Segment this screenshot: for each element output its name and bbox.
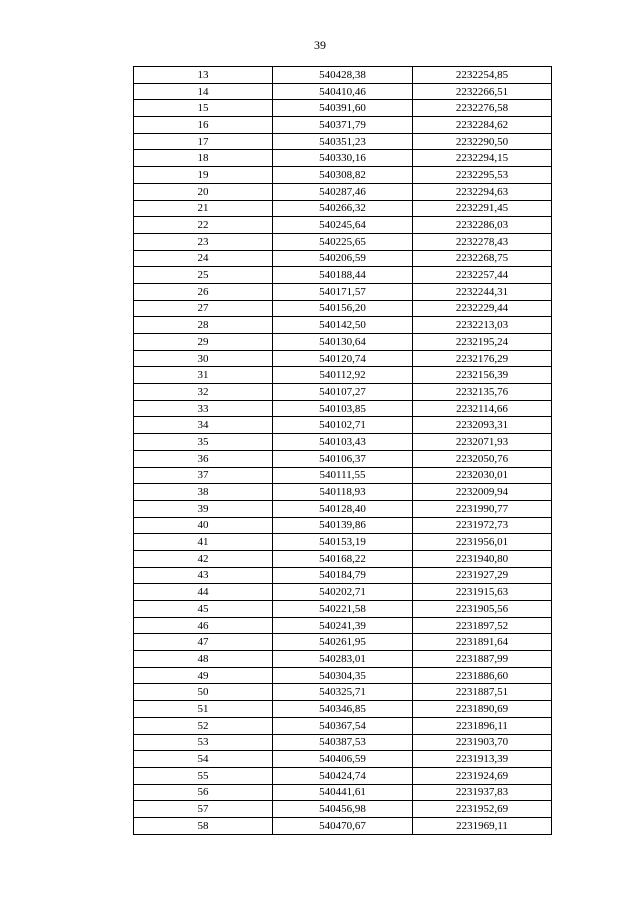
x-coordinate-cell: 540308,82 [273,167,413,184]
y-coordinate-cell: 2232254,85 [413,67,552,84]
table-row [134,334,552,351]
point-number-cell: 22 [134,217,273,234]
x-coordinate-cell: 540118,93 [273,484,413,501]
y-coordinate-cell: 2232268,75 [413,250,552,267]
table-row [134,417,552,434]
x-coordinate-cell: 540202,71 [273,584,413,601]
table-row [134,367,552,384]
x-coordinate-cell: 540139,86 [273,517,413,534]
y-coordinate-cell: 2231913,39 [413,751,552,768]
y-coordinate-cell: 2231956,01 [413,534,552,551]
x-coordinate-cell: 540456,98 [273,801,413,818]
table-row [134,267,552,284]
point-number-cell: 24 [134,250,273,267]
point-number-cell: 44 [134,584,273,601]
x-coordinate-cell: 540221,58 [273,601,413,618]
table-row [134,233,552,250]
point-number-cell: 38 [134,484,273,501]
y-coordinate-cell: 2232294,63 [413,183,552,200]
point-number-cell: 57 [134,801,273,818]
table-row [134,450,552,467]
point-number-cell: 17 [134,133,273,150]
table-row [134,550,552,567]
table-row [134,250,552,267]
point-number-cell: 14 [134,83,273,100]
point-number-cell: 40 [134,517,273,534]
y-coordinate-cell: 2231990,77 [413,500,552,517]
x-coordinate-cell: 540367,54 [273,717,413,734]
point-number-cell: 48 [134,651,273,668]
x-coordinate-cell: 540441,61 [273,784,413,801]
y-coordinate-cell: 2232213,03 [413,317,552,334]
point-number-cell: 15 [134,100,273,117]
table-row [134,701,552,718]
y-coordinate-cell: 2231952,69 [413,801,552,818]
point-number-cell: 33 [134,400,273,417]
table-row [134,817,552,834]
point-number-cell: 29 [134,334,273,351]
y-coordinate-cell: 2232071,93 [413,434,552,451]
table-row [134,283,552,300]
x-coordinate-cell: 540346,85 [273,701,413,718]
x-coordinate-cell: 540424,74 [273,767,413,784]
y-coordinate-cell: 2232294,15 [413,150,552,167]
point-number-cell: 50 [134,684,273,701]
table-row [134,684,552,701]
table-row [134,751,552,768]
table-row [134,83,552,100]
y-coordinate-cell: 2231887,99 [413,651,552,668]
x-coordinate-cell: 540283,01 [273,651,413,668]
x-coordinate-cell: 540406,59 [273,751,413,768]
point-number-cell: 58 [134,817,273,834]
table-row [134,117,552,134]
point-number-cell: 23 [134,233,273,250]
y-coordinate-cell: 2231969,11 [413,817,552,834]
page-number: 39 [314,38,326,52]
table-row [134,651,552,668]
y-coordinate-cell: 2232195,24 [413,334,552,351]
y-coordinate-cell: 2232009,94 [413,484,552,501]
y-coordinate-cell: 2231927,29 [413,567,552,584]
x-coordinate-cell: 540428,38 [273,67,413,84]
y-coordinate-cell: 2232244,31 [413,283,552,300]
x-coordinate-cell: 540287,46 [273,183,413,200]
y-coordinate-cell: 2231905,56 [413,601,552,618]
y-coordinate-cell: 2232276,58 [413,100,552,117]
table-row [134,734,552,751]
point-number-cell: 43 [134,567,273,584]
point-number-cell: 37 [134,467,273,484]
y-coordinate-cell: 2232257,44 [413,267,552,284]
table-row [134,317,552,334]
x-coordinate-cell: 540188,44 [273,267,413,284]
y-coordinate-cell: 2232286,03 [413,217,552,234]
x-coordinate-cell: 540102,71 [273,417,413,434]
x-coordinate-cell: 540410,46 [273,83,413,100]
y-coordinate-cell: 2232284,62 [413,117,552,134]
coordinates-table [133,66,552,835]
point-number-cell: 56 [134,784,273,801]
table-row [134,784,552,801]
x-coordinate-cell: 540128,40 [273,500,413,517]
y-coordinate-cell: 2231915,63 [413,584,552,601]
point-number-cell: 34 [134,417,273,434]
y-coordinate-cell: 2232266,51 [413,83,552,100]
table-row [134,150,552,167]
x-coordinate-cell: 540266,32 [273,200,413,217]
y-coordinate-cell: 2232030,01 [413,467,552,484]
x-coordinate-cell: 540351,23 [273,133,413,150]
y-coordinate-cell: 2231972,73 [413,517,552,534]
x-coordinate-cell: 540391,60 [273,100,413,117]
x-coordinate-cell: 540103,85 [273,400,413,417]
coordinates-table-body [134,67,552,835]
x-coordinate-cell: 540111,55 [273,467,413,484]
y-coordinate-cell: 2231896,11 [413,717,552,734]
point-number-cell: 13 [134,67,273,84]
table-row [134,183,552,200]
table-row [134,717,552,734]
y-coordinate-cell: 2232229,44 [413,300,552,317]
y-coordinate-cell: 2231940,80 [413,550,552,567]
x-coordinate-cell: 540387,53 [273,734,413,751]
y-coordinate-cell: 2231890,69 [413,701,552,718]
x-coordinate-cell: 540142,50 [273,317,413,334]
table-row [134,601,552,618]
y-coordinate-cell: 2232156,39 [413,367,552,384]
table-row [134,534,552,551]
x-coordinate-cell: 540156,20 [273,300,413,317]
point-number-cell: 27 [134,300,273,317]
point-number-cell: 39 [134,500,273,517]
y-coordinate-cell: 2232291,45 [413,200,552,217]
point-number-cell: 36 [134,450,273,467]
x-coordinate-cell: 540130,64 [273,334,413,351]
table-row [134,667,552,684]
y-coordinate-cell: 2231937,83 [413,784,552,801]
point-number-cell: 49 [134,667,273,684]
point-number-cell: 45 [134,601,273,618]
y-coordinate-cell: 2231886,60 [413,667,552,684]
point-number-cell: 31 [134,367,273,384]
point-number-cell: 51 [134,701,273,718]
point-number-cell: 18 [134,150,273,167]
table-row [134,384,552,401]
y-coordinate-cell: 2231891,64 [413,634,552,651]
x-coordinate-cell: 540168,22 [273,550,413,567]
table-row [134,300,552,317]
point-number-cell: 16 [134,117,273,134]
point-number-cell: 55 [134,767,273,784]
x-coordinate-cell: 540171,57 [273,283,413,300]
x-coordinate-cell: 540225,65 [273,233,413,250]
x-coordinate-cell: 540261,95 [273,634,413,651]
x-coordinate-cell: 540153,19 [273,534,413,551]
x-coordinate-cell: 540245,64 [273,217,413,234]
x-coordinate-cell: 540241,39 [273,617,413,634]
x-coordinate-cell: 540470,67 [273,817,413,834]
point-number-cell: 19 [134,167,273,184]
y-coordinate-cell: 2232135,76 [413,384,552,401]
table-row [134,634,552,651]
table-row [134,434,552,451]
point-number-cell: 25 [134,267,273,284]
y-coordinate-cell: 2232295,53 [413,167,552,184]
table-row [134,200,552,217]
y-coordinate-cell: 2232278,43 [413,233,552,250]
table-row [134,133,552,150]
x-coordinate-cell: 540330,16 [273,150,413,167]
table-row [134,400,552,417]
x-coordinate-cell: 540107,27 [273,384,413,401]
x-coordinate-cell: 540112,92 [273,367,413,384]
x-coordinate-cell: 540206,59 [273,250,413,267]
point-number-cell: 26 [134,283,273,300]
y-coordinate-cell: 2231903,70 [413,734,552,751]
table-row [134,484,552,501]
table-row [134,467,552,484]
y-coordinate-cell: 2232290,50 [413,133,552,150]
point-number-cell: 47 [134,634,273,651]
y-coordinate-cell: 2231897,52 [413,617,552,634]
x-coordinate-cell: 540103,43 [273,434,413,451]
table-row [134,350,552,367]
table-row [134,517,552,534]
y-coordinate-cell: 2232176,29 [413,350,552,367]
y-coordinate-cell: 2232114,66 [413,400,552,417]
y-coordinate-cell: 2232050,76 [413,450,552,467]
table-row [134,100,552,117]
table-row [134,801,552,818]
point-number-cell: 32 [134,384,273,401]
y-coordinate-cell: 2231887,51 [413,684,552,701]
table-row [134,617,552,634]
point-number-cell: 41 [134,534,273,551]
point-number-cell: 35 [134,434,273,451]
table-row [134,167,552,184]
table-row [134,500,552,517]
x-coordinate-cell: 540371,79 [273,117,413,134]
table-row [134,567,552,584]
point-number-cell: 30 [134,350,273,367]
point-number-cell: 21 [134,200,273,217]
x-coordinate-cell: 540120,74 [273,350,413,367]
table-row [134,217,552,234]
point-number-cell: 20 [134,183,273,200]
table-row [134,767,552,784]
x-coordinate-cell: 540184,79 [273,567,413,584]
y-coordinate-cell: 2232093,31 [413,417,552,434]
table-row [134,584,552,601]
point-number-cell: 46 [134,617,273,634]
point-number-cell: 42 [134,550,273,567]
point-number-cell: 52 [134,717,273,734]
point-number-cell: 28 [134,317,273,334]
x-coordinate-cell: 540325,71 [273,684,413,701]
point-number-cell: 53 [134,734,273,751]
x-coordinate-cell: 540106,37 [273,450,413,467]
x-coordinate-cell: 540304,35 [273,667,413,684]
y-coordinate-cell: 2231924,69 [413,767,552,784]
point-number-cell: 54 [134,751,273,768]
table-row [134,67,552,84]
